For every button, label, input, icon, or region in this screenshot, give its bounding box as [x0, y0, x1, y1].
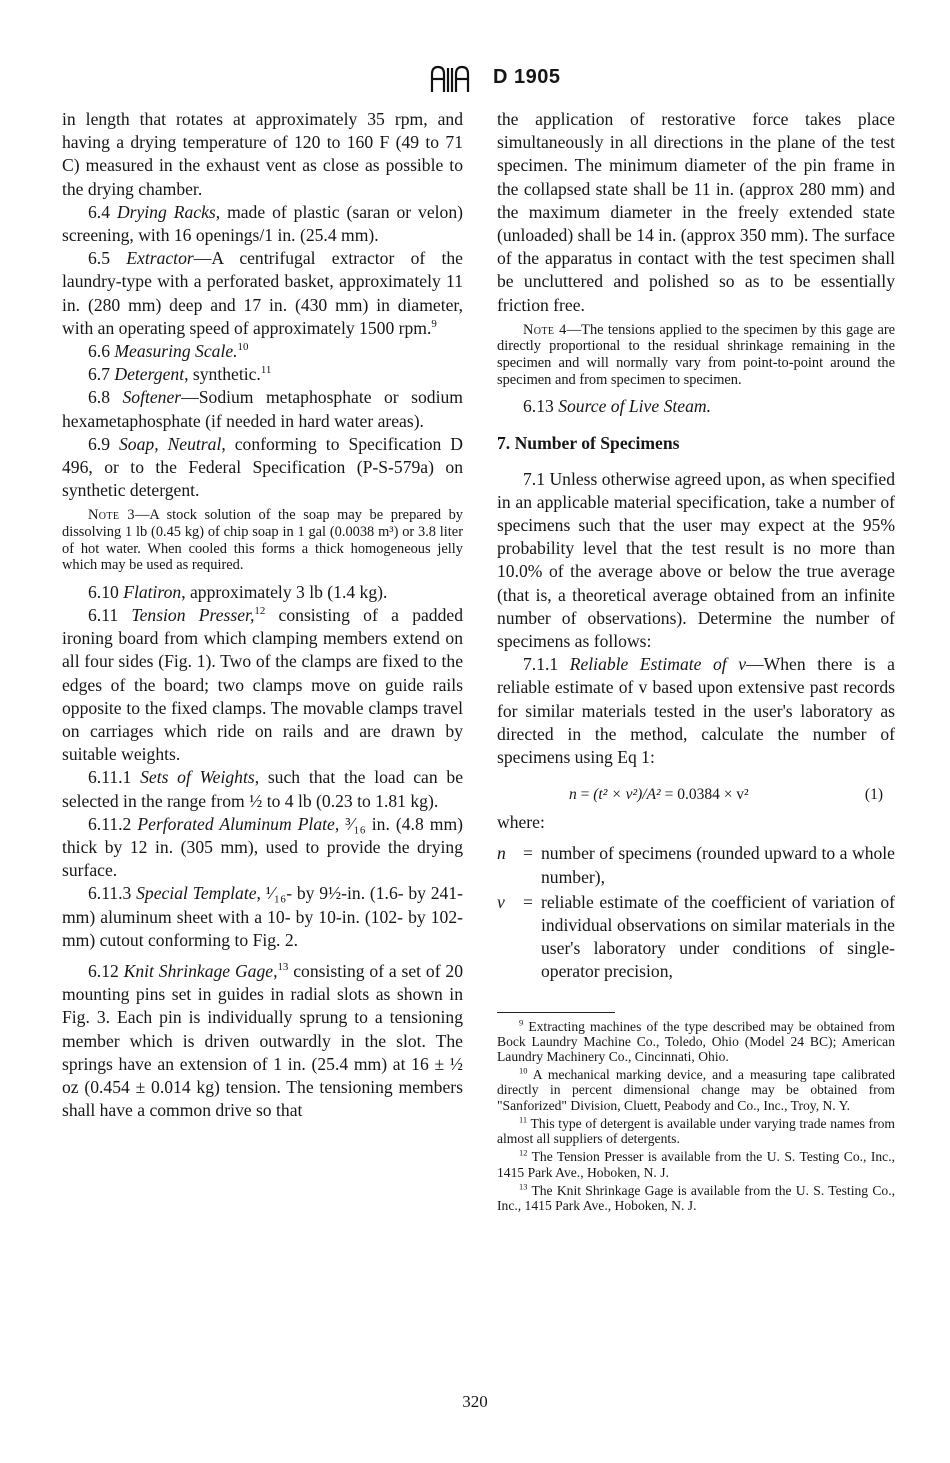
section-7-1: 7.1 Unless otherwise agreed upon, as when specified in an applicable material specification, take a number of specimens such that the user may expect at the 95% probability level that the test result is no more than 10.0% of the average above or below the true average (that is, a theoretical average obtained from an infinite number of observations). Determine the number of specimens as follows:: [497, 468, 895, 652]
term: Extractor: [126, 248, 194, 269]
footnote-12: $^{12}$ The Tension Presser is available from the U. S. Testing Co., Inc., 1415 Park Ave., Hoboken, N. J.: [497, 1147, 895, 1180]
section-6-11-1: 6.11.1 Sets of Weights, such that the load can be selected in the range from ½ to 4 lb (0.23 to 1.81 kg).: [62, 767, 463, 811]
note-4: Note 4—The tensions applied to the specimen by this gage are directly proportional to the residual shrinkage remaining in the specimen and will normally vary from point-to-point around the specimen and from specimen to specimen.: [497, 321, 896, 388]
footnote-13: $^{13}$ The Knit Shrinkage Gage is available from the U. S. Testing Co., Inc., 1415 Park Ave., Hoboken, N. J.: [497, 1181, 896, 1213]
page-number: 320: [462, 1392, 488, 1411]
definition-text: number of specimens (rounded upward to a whole number),: [541, 843, 895, 887]
term: Measuring Scale.: [114, 341, 238, 362]
section-6-4: 6.4 Drying Racks, made of plastic (saran or velon) screening, with 16 openings/1 in. (25.4 mm).: [62, 201, 463, 246]
definition-v: [497, 891, 895, 984]
footnote-ref: 11: [260, 364, 272, 377]
equals: =: [523, 843, 533, 864]
footnote-10: $^{10}$ A mechanical marking device, and a measuring tape calibrated directly in percent dimensional change may be obtained from "Sanforized" Division, Cluett, Peabody and Co., Inc., Troy, N. Y.: [497, 1065, 895, 1113]
term: Reliable Estimate of v: [569, 654, 747, 675]
term: Sets of Weights: [140, 767, 255, 788]
equation-body: n = (t² × v²)/A² = 0.0384 × v²: [569, 786, 749, 804]
footnote-ref: 9: [431, 317, 437, 330]
footnote-ref: 10: [237, 341, 249, 354]
section-6-5: 6.5 Extractor—A centrifugal extractor of the laundry-type with a perforated basket, approximately 11 in. (280 mm) deep and 17 in. (430 mm) in diameter, with an operating speed of approximately 1500 rpm.$^9$: [62, 248, 463, 338]
where-label: where:: [497, 812, 545, 833]
section-6-10: 6.10 Flatiron, approximately 3 lb (1.4 kg).: [88, 581, 388, 602]
paragraph: the application of restorative force takes place simultaneously in all directions in the plane of the test specimen. The minimum diameter of the pin frame in the collapsed state shall be 11 in. (approx 280 mm) and the maximum diameter in the freely extended state (unloaded) shall be 14 in. (approx 350 mm). The surface of the apparatus in contact with the test specimen shall be uncluttered and polished so as to be essentially friction free.: [497, 109, 895, 315]
section-6-11-2: 6.11.2 Perforated Aluminum Plate, ³⁄₁₆ in. (4.8 mm) thick by 12 in. (305 mm), used to provide the drying surface.: [62, 813, 463, 881]
symbol: v: [497, 891, 505, 912]
term: Source of Live Steam.: [558, 396, 711, 417]
definition-n: [497, 842, 895, 888]
footnote-divider: [497, 1012, 615, 1013]
footnote-ref: 12: [254, 605, 266, 618]
note-3: Note 3—A stock solution of the soap may be prepared by dissolving 1 lb (0.45 kg) of chip soap in 1 gal (0.0038 m³) or 3.8 liter of hot water. When cooled this forms a thick homogeneous jelly which may be used as required.: [62, 507, 463, 574]
term: Soap, Neutral: [119, 433, 222, 454]
section-6-11-3: 6.11.3 Special Template, ¹⁄₁₆- by 9½-in. (1.6- by 241-mm) aluminum sheet with a 10- by 10-in. (102- by 102-mm) cutout conforming to Fig. 2.: [62, 883, 463, 950]
section-6-8: 6.8 Softener—Sodium metaphosphate or sodium hexametaphosphate (if needed in hard water areas).: [62, 387, 463, 431]
note-label: Note 3: [88, 507, 136, 524]
paragraph: in length that rotates at approximately 35 rpm, and having a drying temperature of 120 to 160 F (49 to 71 C) measured in the exhaust vent as close as possible to the drying chamber.: [62, 109, 463, 199]
footnote-11: $^{11}$ This type of detergent is available under varying trade names from almost all suppliers of detergents.: [497, 1114, 895, 1147]
page-header: [0, 62, 950, 98]
term: Special Template: [136, 883, 257, 904]
term: Drying Racks: [116, 201, 216, 222]
term: Tension Presser,: [131, 605, 255, 626]
footnote-ref: 13: [277, 961, 289, 974]
section-7-1-1: 7.1.1 Reliable Estimate of v—When there is a reliable estimate of v based upon extensive past records for similar materials tested in the user's laboratory as directed in the method, calculate the number of specimens using Eq 1:: [497, 654, 895, 768]
equation-number: (1): [864, 786, 883, 804]
equation-1: [497, 779, 895, 809]
section-6-9: 6.9 Soap, Neutral, conforming to Specification D 496, or to the Federal Specification (P-S-579a) on synthetic detergent.: [62, 433, 463, 501]
note-label: Note 4: [523, 321, 567, 338]
term: Flatiron: [123, 581, 182, 602]
term: Perforated Aluminum Plate: [137, 813, 335, 834]
left-column: [62, 108, 463, 1123]
symbol: n: [497, 843, 506, 864]
section-7-heading: 7. Number of Specimens: [497, 433, 680, 454]
term: Softener: [122, 387, 182, 408]
section-6-12: 6.12 Knit Shrinkage Gage,$^{13}$ consisting of a set of 20 mounting pins set in guides in radial slots as shown in Fig. 3. Each pin is individually sprung to a tensioning member which is driven outwardly in the slot. The springs have an extension of 1 in. (25.4 mm) at 16 ± ½ oz (0.454 ± 0.014 kg) tension. The tensioning members shall have a common drive so that: [62, 961, 463, 1121]
footnote-9: $^9$ Extracting machines of the type described may be obtained from Bock Laundry Machine Co., Toledo, Ohio (Model 24 BC); American Laundry Machinery Co., Cincinnati, Ohio.: [497, 1017, 895, 1065]
section-6-13: 6.13 Source of Live Steam.: [523, 396, 711, 417]
right-column: [497, 108, 895, 1216]
section-6-11: 6.11 Tension Presser,$^{12}$ consisting of a padded ironing board from which clamping members extend on all four sides (Fig. 1). Two of the clamps are fixed to the edges of the board; two clamps move on guide rails opposite to the fixed clamps. The movable clamps travel on carriages which ride on rails and are drawn by suitable weights.: [62, 605, 463, 765]
symbol-definitions: [497, 842, 895, 983]
section-6-6: 6.6 Measuring Scale.$^{10}$: [88, 341, 249, 362]
term: Detergent: [114, 364, 185, 385]
equals: =: [523, 891, 533, 912]
term: Knit Shrinkage Gage,: [123, 961, 278, 982]
astm-logo: [428, 64, 472, 94]
section-6-7: 6.7 Detergent, synthetic.$^{11}$: [88, 364, 272, 385]
standard-number: D 1905: [493, 66, 561, 88]
definition-text: reliable estimate of the coefficient of variation of individual observations on similar materials in the user's laboratory under conditions of single-operator precision,: [541, 891, 895, 982]
